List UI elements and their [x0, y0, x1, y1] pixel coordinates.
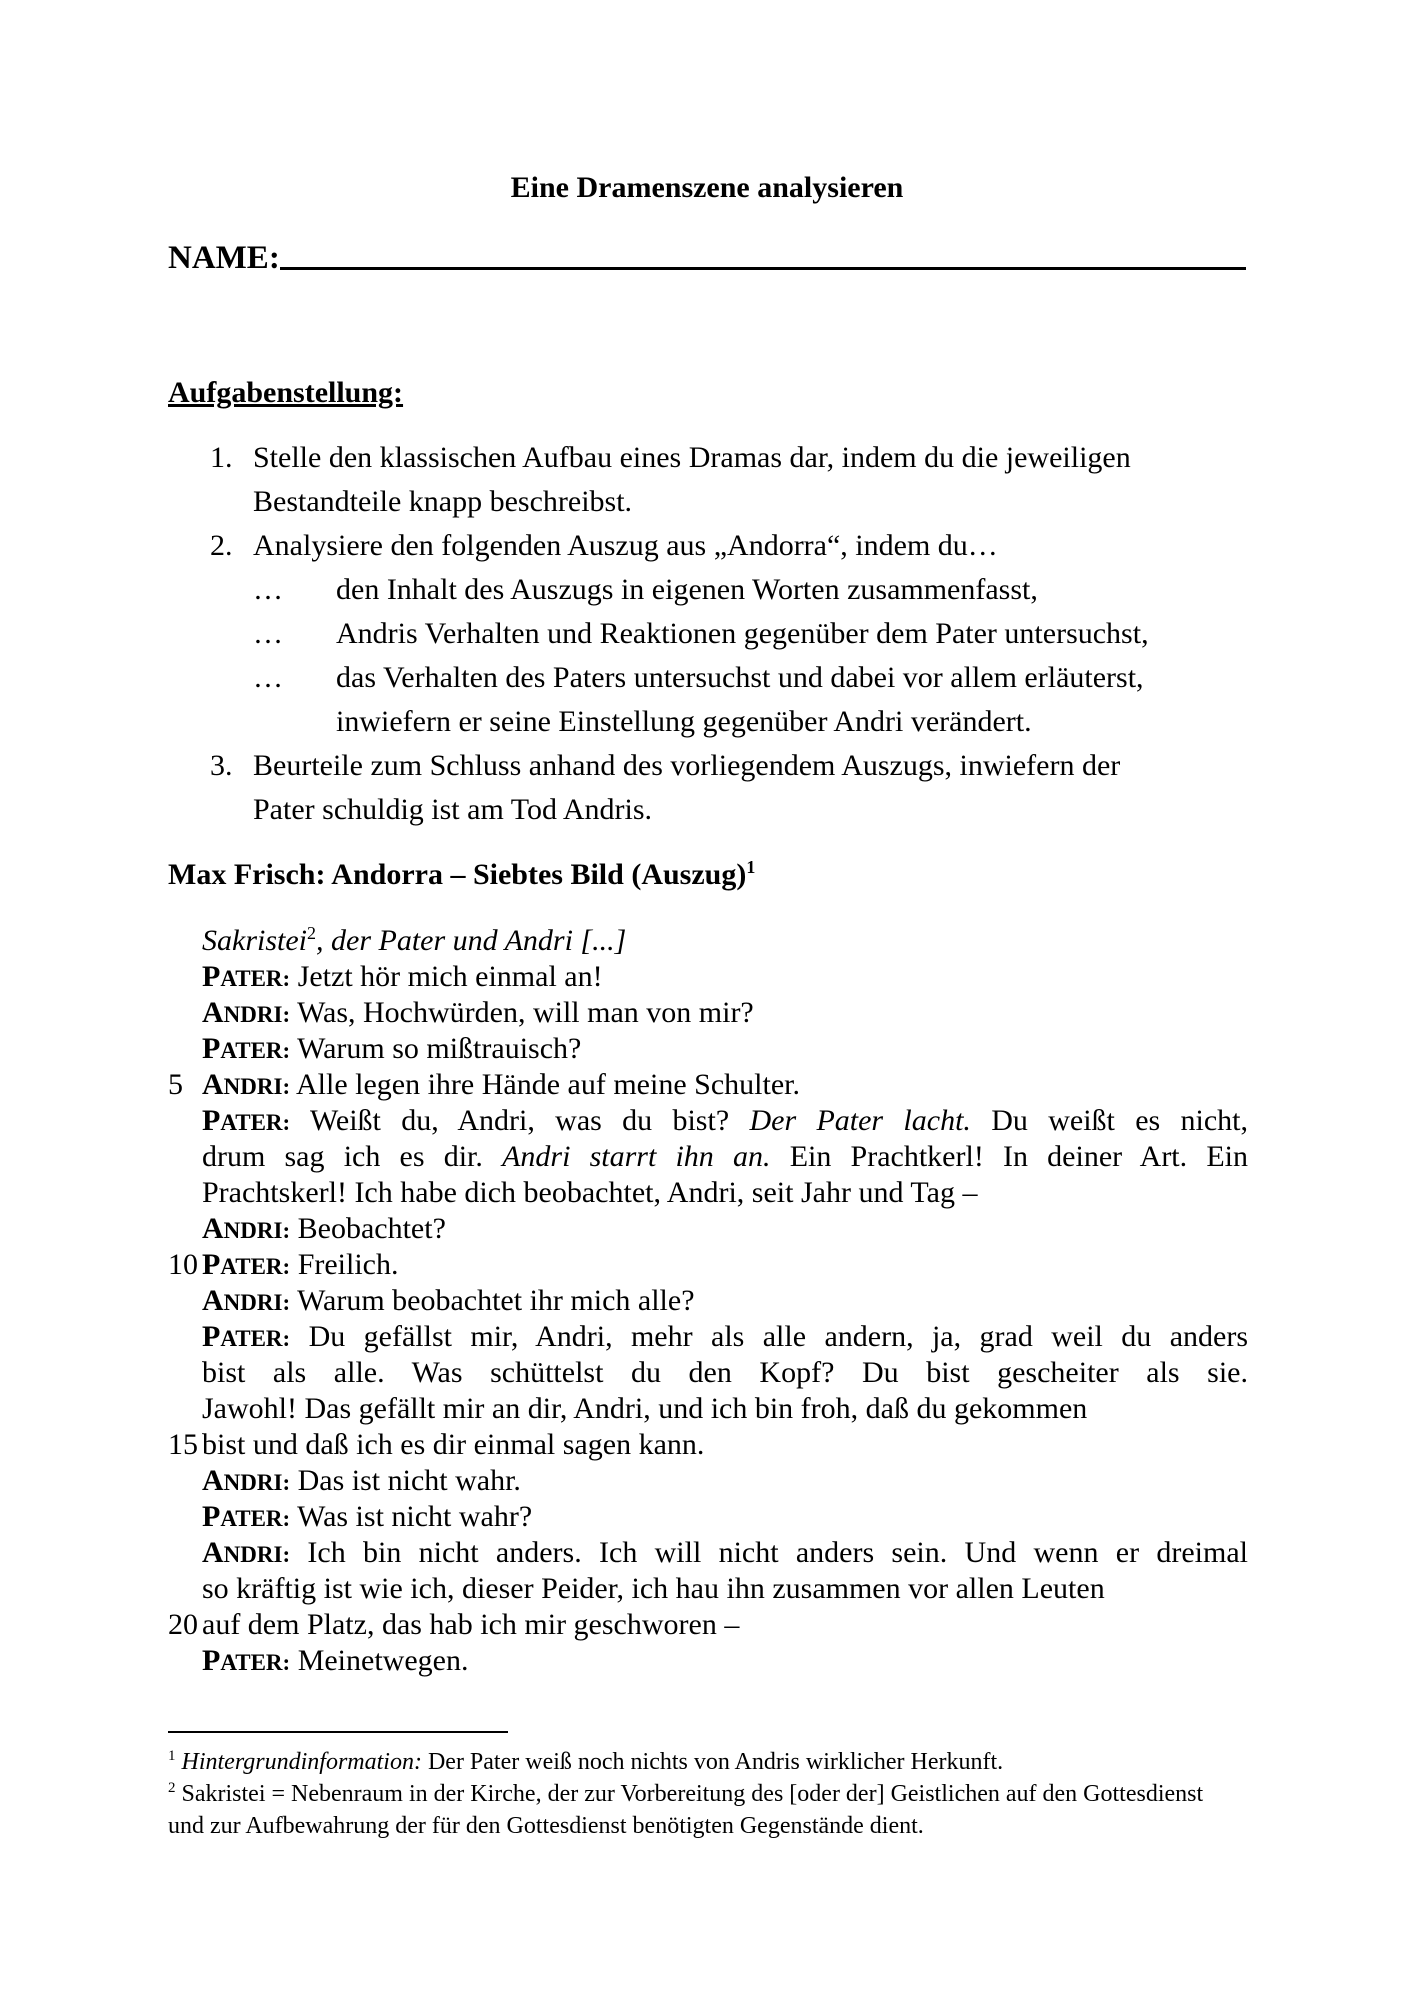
- drama-line: [168, 1607, 1248, 1643]
- task-heading: Aufgabenstellung:: [168, 376, 404, 409]
- speech: Ein Prachtkerl! In deiner Art. Ein: [789, 1140, 1248, 1173]
- speaker-pater: PATER:: [202, 1104, 291, 1137]
- name-blank-line[interactable]: [280, 267, 1246, 270]
- speech: Warum so mißtrauisch?: [297, 1032, 582, 1065]
- speech: so kräftig ist wie ich, dieser Peider, ich hau ihn zusammen vor allen Leuten: [202, 1572, 1105, 1605]
- speaker-pater: PATER:: [202, 1320, 291, 1353]
- drama-line: [168, 1175, 1248, 1211]
- speech: Freilich.: [297, 1248, 399, 1281]
- drama-line: [168, 1427, 1248, 1463]
- speech: Ich bin nicht anders. Ich will nicht anders sein. Und wenn er dreimal: [307, 1536, 1248, 1569]
- line-number: 5: [168, 1068, 183, 1101]
- subitem-text: inwiefern er seine Einstellung gegenüber Andri verändert.: [336, 705, 1032, 738]
- speech: drum sag ich es dir.: [202, 1140, 483, 1173]
- line-number: 10: [168, 1248, 198, 1281]
- speech: Was ist nicht wahr?: [297, 1500, 533, 1533]
- drama-line: [168, 1103, 1248, 1139]
- task-item: [168, 524, 1248, 568]
- footnote-text: Der Pater weiß noch nichts von Andris wirklicher Herkunft.: [427, 1749, 1004, 1775]
- page-title: Eine Dramenszene analysieren: [510, 171, 904, 204]
- subitem-text: das Verhalten des Paters untersuchst und dabei vor allem erläuterst,: [336, 661, 1144, 694]
- work-heading-text: Max Frisch: Andorra – Siebtes Bild (Auszug): [168, 858, 747, 891]
- task-item-continued: [168, 480, 1248, 524]
- footnote-label: Hintergrundinformation:: [181, 1749, 422, 1775]
- footnote-ref: 2: [307, 923, 316, 943]
- task-number: 1.: [210, 441, 233, 474]
- footnote-ref: 1: [746, 857, 756, 877]
- stage-direction-rest: , der Pater und Andri [...]: [316, 924, 627, 957]
- speech: Was, Hochwürden, will man von mir?: [297, 996, 754, 1029]
- speaker-pater: PATER:: [202, 1248, 291, 1281]
- task-list: [168, 436, 1248, 832]
- drama-line: [168, 1319, 1248, 1355]
- speech: Du gefällst mir, Andri, mehr als alle andern, ja, grad weil du anders: [308, 1320, 1248, 1353]
- subitem-marker: …: [253, 573, 283, 606]
- speaker-pater: PATER:: [202, 960, 291, 993]
- speaker-andri: ANDRI:: [202, 1464, 291, 1497]
- drama-line: [168, 1067, 1248, 1103]
- drama-line: [168, 1499, 1248, 1535]
- drama-line: [168, 1031, 1248, 1067]
- speaker-andri: ANDRI:: [202, 1284, 291, 1317]
- speech: bist und daß ich es dir einmal sagen kann.: [202, 1428, 705, 1461]
- footnote-mark: 2: [168, 1780, 176, 1796]
- speaker-andri: ANDRI:: [202, 996, 291, 1029]
- task-text: Stelle den klassischen Aufbau eines Dramas dar, indem du die jeweiligen: [253, 441, 1131, 474]
- drama-line: [168, 1571, 1248, 1607]
- drama-line: [168, 1535, 1248, 1571]
- drama-line: [168, 1391, 1248, 1427]
- footnote-2: [168, 1778, 1214, 1842]
- subitem-marker: …: [253, 617, 283, 650]
- footnotes: [168, 1746, 1214, 1842]
- task-item: [168, 436, 1248, 480]
- drama-excerpt: [168, 923, 1248, 1679]
- work-heading: [168, 855, 755, 895]
- task-subitem: [168, 612, 1248, 656]
- speaker-andri: ANDRI:: [202, 1536, 291, 1569]
- subitem-text: Andris Verhalten und Reaktionen gegenüber dem Pater untersuchst,: [336, 617, 1149, 650]
- task-item-continued: [168, 788, 1248, 832]
- speech: Meinetwegen.: [297, 1644, 469, 1677]
- speech: auf dem Platz, das hab ich mir geschworen –: [202, 1608, 740, 1641]
- speech: Jawohl! Das gefällt mir an dir, Andri, und ich bin froh, daß du gekommen: [202, 1392, 1088, 1425]
- drama-line: [168, 1283, 1248, 1319]
- drama-line: [168, 1139, 1248, 1175]
- speech: Alle legen ihre Hände auf meine Schulter.: [295, 1068, 800, 1101]
- task-subitem: [168, 568, 1248, 612]
- speech: Warum beobachtet ihr mich alle?: [297, 1284, 695, 1317]
- speech: Du weißt es nicht,: [991, 1104, 1248, 1137]
- line-number: 15: [168, 1428, 198, 1461]
- line-number: 20: [168, 1608, 198, 1641]
- footnote-separator: [168, 1731, 508, 1733]
- task-item: [168, 744, 1248, 788]
- speech: Weißt du, Andri, was du bist?: [309, 1104, 730, 1137]
- drama-line: [168, 1247, 1248, 1283]
- stage-direction: Sakristei: [202, 924, 307, 957]
- drama-line: [168, 1643, 1248, 1679]
- speaker-pater: PATER:: [202, 1500, 291, 1533]
- stage-direction: Andri starrt ihn an.: [502, 1140, 771, 1173]
- speech: Das ist nicht wahr.: [297, 1464, 521, 1497]
- task-subitem: [168, 656, 1248, 700]
- drama-line: [168, 1355, 1248, 1391]
- speech: Jetzt hör mich einmal an!: [297, 960, 603, 993]
- name-label: NAME:: [168, 240, 280, 276]
- task-subitem-continued: [168, 700, 1248, 744]
- subitem-text: den Inhalt des Auszugs in eigenen Worten zusammenfasst,: [336, 573, 1038, 606]
- subitem-marker: …: [253, 661, 283, 694]
- speech: bist als alle. Was schüttelst du den Kopf? Du bist gescheiter als sie.: [202, 1356, 1248, 1389]
- drama-line: [168, 959, 1248, 995]
- task-number: 2.: [210, 529, 233, 562]
- stage-direction: Der Pater lacht.: [749, 1104, 971, 1137]
- footnote-mark: 1: [168, 1748, 176, 1764]
- drama-line: [168, 1463, 1248, 1499]
- task-number: 3.: [210, 749, 233, 782]
- speaker-andri: ANDRI:: [202, 1212, 291, 1245]
- speech: Beobachtet?: [297, 1212, 446, 1245]
- speaker-andri: ANDRI:: [202, 1068, 291, 1101]
- task-text: Bestandteile knapp beschreibst.: [253, 485, 633, 518]
- footnote-text: Sakristei = Nebenraum in der Kirche, der zur Vorbereitung des [oder der] Geistlichen auf den Gottesdienst und zur Aufbewahrung der für den Gottesdienst benötigten Gegenstände dient.: [168, 1781, 1204, 1839]
- drama-line: [168, 923, 1248, 959]
- drama-line: [168, 995, 1248, 1031]
- drama-line: [168, 1211, 1248, 1247]
- speaker-pater: PATER:: [202, 1032, 291, 1065]
- task-text: Beurteile zum Schluss anhand des vorliegendem Auszugs, inwiefern der: [253, 749, 1121, 782]
- footnote-1: [168, 1746, 1214, 1778]
- task-text: Analysiere den folgenden Auszug aus „Andorra“, indem du…: [253, 529, 998, 562]
- task-text: Pater schuldig ist am Tod Andris.: [253, 793, 652, 826]
- speaker-pater: PATER:: [202, 1644, 291, 1677]
- speech: Prachtskerl! Ich habe dich beobachtet, Andri, seit Jahr und Tag –: [202, 1176, 978, 1209]
